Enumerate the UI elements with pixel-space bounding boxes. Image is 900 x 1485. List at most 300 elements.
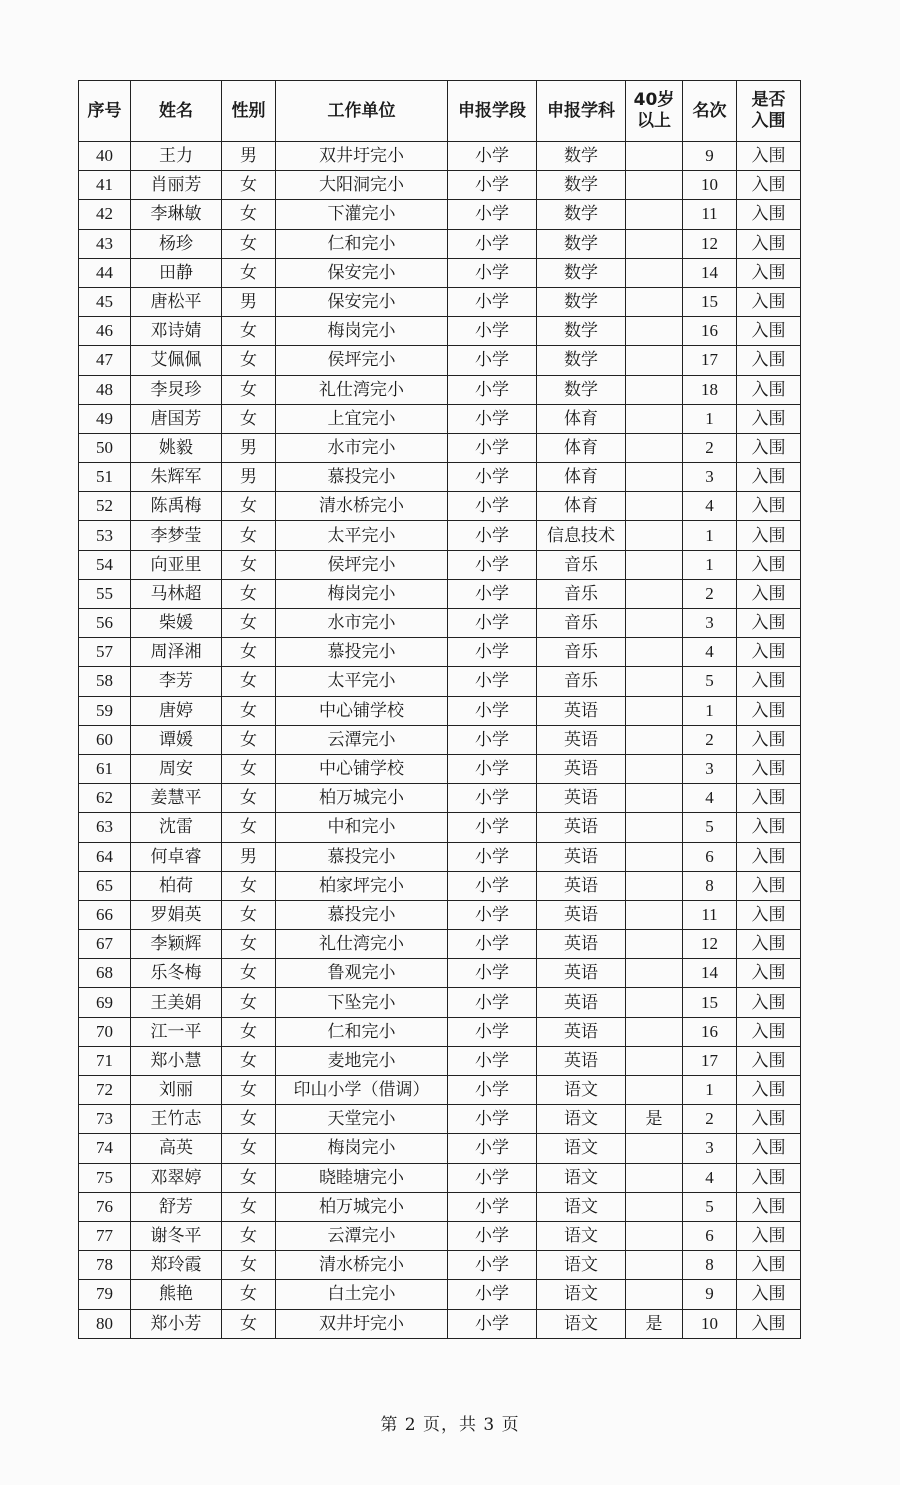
cell-rank: 1 xyxy=(683,550,737,579)
cell-subject: 语文 xyxy=(537,1221,626,1250)
cell-selected: 入围 xyxy=(737,1017,801,1046)
cell-rank: 11 xyxy=(683,900,737,929)
cell-over40 xyxy=(626,754,683,783)
table-row xyxy=(79,1046,801,1075)
cell-selected: 入围 xyxy=(737,959,801,988)
cell-rank: 8 xyxy=(683,871,737,900)
cell-unit: 礼仕湾完小 xyxy=(276,930,448,959)
header-selected-line1: 是否 xyxy=(751,90,786,110)
cell-rank: 5 xyxy=(683,813,737,842)
cell-over40 xyxy=(626,638,683,667)
cell-over40 xyxy=(626,1017,683,1046)
cell-stage: 小学 xyxy=(448,317,537,346)
cell-over40 xyxy=(626,346,683,375)
cell-sex: 女 xyxy=(222,900,276,929)
cell-no: 68 xyxy=(79,959,131,988)
cell-no: 61 xyxy=(79,754,131,783)
cell-subject: 数学 xyxy=(537,375,626,404)
cell-rank: 2 xyxy=(683,725,737,754)
header-no: 序号 xyxy=(79,81,131,142)
table-row xyxy=(79,1017,801,1046)
cell-name: 马林超 xyxy=(131,579,222,608)
cell-no: 80 xyxy=(79,1309,131,1338)
cell-selected: 入围 xyxy=(737,900,801,929)
cell-selected: 入围 xyxy=(737,171,801,200)
cell-subject: 语文 xyxy=(537,1134,626,1163)
cell-name: 郑小芳 xyxy=(131,1309,222,1338)
cell-subject: 音乐 xyxy=(537,638,626,667)
cell-subject: 音乐 xyxy=(537,667,626,696)
cell-subject: 数学 xyxy=(537,229,626,258)
cell-rank: 3 xyxy=(683,463,737,492)
cell-sex: 女 xyxy=(222,1192,276,1221)
cell-rank: 17 xyxy=(683,346,737,375)
cell-stage: 小学 xyxy=(448,433,537,462)
cell-stage: 小学 xyxy=(448,871,537,900)
cell-subject: 数学 xyxy=(537,171,626,200)
cell-name: 郑小慧 xyxy=(131,1046,222,1075)
cell-over40 xyxy=(626,988,683,1017)
cell-sex: 女 xyxy=(222,229,276,258)
header-name: 姓名 xyxy=(131,81,222,142)
cell-rank: 11 xyxy=(683,200,737,229)
cell-sex: 女 xyxy=(222,200,276,229)
cell-sex: 女 xyxy=(222,959,276,988)
cell-sex: 女 xyxy=(222,492,276,521)
cell-unit: 柏万城完小 xyxy=(276,1192,448,1221)
cell-unit: 保安完小 xyxy=(276,258,448,287)
cell-unit: 下灌完小 xyxy=(276,200,448,229)
cell-sex: 女 xyxy=(222,171,276,200)
cell-no: 71 xyxy=(79,1046,131,1075)
cell-name: 谢冬平 xyxy=(131,1221,222,1250)
cell-sex: 女 xyxy=(222,754,276,783)
table-row xyxy=(79,988,801,1017)
cell-subject: 语文 xyxy=(537,1251,626,1280)
cell-name: 姚毅 xyxy=(131,433,222,462)
cell-name: 沈雷 xyxy=(131,813,222,842)
cell-sex: 女 xyxy=(222,1076,276,1105)
table-row xyxy=(79,725,801,754)
cell-selected: 入围 xyxy=(737,1134,801,1163)
table-row xyxy=(79,1134,801,1163)
table-row xyxy=(79,959,801,988)
table-row xyxy=(79,1309,801,1338)
cell-unit: 太平完小 xyxy=(276,667,448,696)
cell-stage: 小学 xyxy=(448,346,537,375)
header-stage: 申报学段 xyxy=(448,81,537,142)
cell-name: 郑玲霞 xyxy=(131,1251,222,1280)
header-rank: 名次 xyxy=(683,81,737,142)
cell-selected: 入围 xyxy=(737,258,801,287)
cell-unit: 柏家坪完小 xyxy=(276,871,448,900)
cell-sex: 女 xyxy=(222,1017,276,1046)
cell-stage: 小学 xyxy=(448,900,537,929)
cell-name: 王美娟 xyxy=(131,988,222,1017)
cell-unit: 双井圩完小 xyxy=(276,142,448,171)
cell-sex: 男 xyxy=(222,463,276,492)
cell-over40: 是 xyxy=(626,1309,683,1338)
table-row xyxy=(79,609,801,638)
cell-sex: 女 xyxy=(222,1280,276,1309)
cell-no: 72 xyxy=(79,1076,131,1105)
cell-selected: 入围 xyxy=(737,1221,801,1250)
cell-selected: 入围 xyxy=(737,725,801,754)
cell-name: 江一平 xyxy=(131,1017,222,1046)
cell-sex: 女 xyxy=(222,1163,276,1192)
cell-sex: 女 xyxy=(222,258,276,287)
cell-over40 xyxy=(626,404,683,433)
cell-stage: 小学 xyxy=(448,1309,537,1338)
cell-unit: 礼仕湾完小 xyxy=(276,375,448,404)
cell-rank: 10 xyxy=(683,1309,737,1338)
table-row xyxy=(79,287,801,316)
cell-stage: 小学 xyxy=(448,1076,537,1105)
cell-name: 柴媛 xyxy=(131,609,222,638)
candidate-table xyxy=(78,80,801,1339)
cell-no: 59 xyxy=(79,696,131,725)
cell-name: 肖丽芳 xyxy=(131,171,222,200)
cell-unit: 侯坪完小 xyxy=(276,550,448,579)
cell-over40 xyxy=(626,375,683,404)
table-header xyxy=(79,81,801,142)
cell-rank: 5 xyxy=(683,1192,737,1221)
cell-selected: 入围 xyxy=(737,754,801,783)
cell-sex: 女 xyxy=(222,667,276,696)
cell-name: 何卓睿 xyxy=(131,842,222,871)
cell-subject: 英语 xyxy=(537,871,626,900)
cell-no: 60 xyxy=(79,725,131,754)
cell-no: 52 xyxy=(79,492,131,521)
cell-rank: 12 xyxy=(683,229,737,258)
cell-sex: 女 xyxy=(222,317,276,346)
cell-stage: 小学 xyxy=(448,287,537,316)
cell-selected: 入围 xyxy=(737,550,801,579)
cell-rank: 6 xyxy=(683,842,737,871)
cell-over40 xyxy=(626,1076,683,1105)
cell-no: 55 xyxy=(79,579,131,608)
cell-no: 49 xyxy=(79,404,131,433)
cell-stage: 小学 xyxy=(448,1192,537,1221)
cell-over40 xyxy=(626,492,683,521)
cell-unit: 侯坪完小 xyxy=(276,346,448,375)
cell-rank: 2 xyxy=(683,579,737,608)
cell-no: 54 xyxy=(79,550,131,579)
cell-sex: 女 xyxy=(222,930,276,959)
cell-rank: 4 xyxy=(683,492,737,521)
cell-selected: 入围 xyxy=(737,317,801,346)
cell-subject: 体育 xyxy=(537,492,626,521)
cell-selected: 入围 xyxy=(737,200,801,229)
cell-rank: 8 xyxy=(683,1251,737,1280)
cell-over40 xyxy=(626,1134,683,1163)
cell-stage: 小学 xyxy=(448,404,537,433)
cell-unit: 太平完小 xyxy=(276,521,448,550)
header-over40-line1: 40岁 xyxy=(633,90,675,110)
cell-selected: 入围 xyxy=(737,842,801,871)
cell-subject: 语文 xyxy=(537,1192,626,1221)
cell-sex: 女 xyxy=(222,988,276,1017)
cell-over40 xyxy=(626,667,683,696)
cell-rank: 16 xyxy=(683,1017,737,1046)
cell-no: 46 xyxy=(79,317,131,346)
cell-rank: 3 xyxy=(683,754,737,783)
table-row xyxy=(79,871,801,900)
cell-subject: 英语 xyxy=(537,842,626,871)
cell-sex: 女 xyxy=(222,609,276,638)
cell-over40 xyxy=(626,900,683,929)
cell-sex: 女 xyxy=(222,375,276,404)
cell-sex: 女 xyxy=(222,579,276,608)
cell-selected: 入围 xyxy=(737,229,801,258)
table-row xyxy=(79,900,801,929)
table-row xyxy=(79,754,801,783)
cell-unit: 云潭完小 xyxy=(276,725,448,754)
cell-sex: 女 xyxy=(222,638,276,667)
cell-rank: 6 xyxy=(683,1221,737,1250)
cell-subject: 信息技术 xyxy=(537,521,626,550)
cell-subject: 语文 xyxy=(537,1309,626,1338)
cell-over40 xyxy=(626,1251,683,1280)
table-row xyxy=(79,317,801,346)
cell-no: 57 xyxy=(79,638,131,667)
cell-stage: 小学 xyxy=(448,754,537,783)
table-row xyxy=(79,258,801,287)
cell-no: 43 xyxy=(79,229,131,258)
cell-unit: 梅岗完小 xyxy=(276,1134,448,1163)
cell-selected: 入围 xyxy=(737,871,801,900)
cell-selected: 入围 xyxy=(737,930,801,959)
cell-stage: 小学 xyxy=(448,1105,537,1134)
cell-name: 谭媛 xyxy=(131,725,222,754)
cell-name: 王竹志 xyxy=(131,1105,222,1134)
cell-rank: 9 xyxy=(683,1280,737,1309)
cell-unit: 清水桥完小 xyxy=(276,492,448,521)
cell-subject: 英语 xyxy=(537,754,626,783)
cell-selected: 入围 xyxy=(737,375,801,404)
cell-stage: 小学 xyxy=(448,492,537,521)
cell-no: 70 xyxy=(79,1017,131,1046)
cell-subject: 英语 xyxy=(537,725,626,754)
cell-no: 45 xyxy=(79,287,131,316)
cell-name: 李琳敏 xyxy=(131,200,222,229)
cell-unit: 慕投完小 xyxy=(276,842,448,871)
cell-sex: 男 xyxy=(222,433,276,462)
cell-rank: 5 xyxy=(683,667,737,696)
cell-rank: 1 xyxy=(683,404,737,433)
cell-selected: 入围 xyxy=(737,1192,801,1221)
cell-name: 李梦莹 xyxy=(131,521,222,550)
cell-selected: 入围 xyxy=(737,988,801,1017)
cell-rank: 10 xyxy=(683,171,737,200)
cell-sex: 女 xyxy=(222,1134,276,1163)
cell-stage: 小学 xyxy=(448,229,537,258)
cell-rank: 15 xyxy=(683,988,737,1017)
table-row xyxy=(79,1280,801,1309)
cell-subject: 英语 xyxy=(537,1017,626,1046)
cell-over40 xyxy=(626,813,683,842)
cell-unit: 柏万城完小 xyxy=(276,784,448,813)
cell-unit: 大阳洞完小 xyxy=(276,171,448,200)
cell-subject: 英语 xyxy=(537,1046,626,1075)
table-row xyxy=(79,550,801,579)
cell-over40 xyxy=(626,871,683,900)
table-row xyxy=(79,200,801,229)
cell-selected: 入围 xyxy=(737,1105,801,1134)
table-row xyxy=(79,229,801,258)
cell-rank: 16 xyxy=(683,317,737,346)
cell-selected: 入围 xyxy=(737,1076,801,1105)
cell-rank: 14 xyxy=(683,258,737,287)
cell-subject: 音乐 xyxy=(537,609,626,638)
cell-subject: 体育 xyxy=(537,404,626,433)
cell-subject: 数学 xyxy=(537,258,626,287)
cell-no: 47 xyxy=(79,346,131,375)
table-row xyxy=(79,1163,801,1192)
cell-no: 69 xyxy=(79,988,131,1017)
cell-no: 78 xyxy=(79,1251,131,1280)
cell-stage: 小学 xyxy=(448,171,537,200)
table-row xyxy=(79,404,801,433)
cell-sex: 女 xyxy=(222,696,276,725)
cell-rank: 3 xyxy=(683,1134,737,1163)
cell-name: 李颖辉 xyxy=(131,930,222,959)
cell-name: 李炅珍 xyxy=(131,375,222,404)
cell-no: 40 xyxy=(79,142,131,171)
cell-over40 xyxy=(626,696,683,725)
cell-name: 熊艳 xyxy=(131,1280,222,1309)
cell-stage: 小学 xyxy=(448,638,537,667)
header-subject: 申报学科 xyxy=(537,81,626,142)
table-row xyxy=(79,1251,801,1280)
cell-over40 xyxy=(626,609,683,638)
cell-sex: 女 xyxy=(222,871,276,900)
cell-name: 王力 xyxy=(131,142,222,171)
cell-unit: 慕投完小 xyxy=(276,638,448,667)
cell-name: 乐冬梅 xyxy=(131,959,222,988)
header-sex: 性别 xyxy=(222,81,276,142)
table-body xyxy=(79,142,801,1339)
cell-name: 陈禹梅 xyxy=(131,492,222,521)
cell-over40 xyxy=(626,142,683,171)
table-row xyxy=(79,1221,801,1250)
cell-stage: 小学 xyxy=(448,1017,537,1046)
cell-stage: 小学 xyxy=(448,988,537,1017)
cell-no: 51 xyxy=(79,463,131,492)
cell-unit: 云潭完小 xyxy=(276,1221,448,1250)
cell-stage: 小学 xyxy=(448,142,537,171)
table-row xyxy=(79,930,801,959)
cell-name: 邓诗婧 xyxy=(131,317,222,346)
cell-stage: 小学 xyxy=(448,1280,537,1309)
cell-sex: 女 xyxy=(222,404,276,433)
header-selected-line2: 入围 xyxy=(751,111,786,131)
cell-sex: 男 xyxy=(222,287,276,316)
cell-no: 79 xyxy=(79,1280,131,1309)
cell-over40 xyxy=(626,521,683,550)
cell-name: 周安 xyxy=(131,754,222,783)
cell-unit: 上宜完小 xyxy=(276,404,448,433)
cell-subject: 英语 xyxy=(537,784,626,813)
cell-unit: 保安完小 xyxy=(276,287,448,316)
cell-rank: 17 xyxy=(683,1046,737,1075)
cell-sex: 女 xyxy=(222,784,276,813)
cell-selected: 入围 xyxy=(737,1280,801,1309)
cell-no: 66 xyxy=(79,900,131,929)
table-row xyxy=(79,492,801,521)
cell-stage: 小学 xyxy=(448,667,537,696)
cell-unit: 下坠完小 xyxy=(276,988,448,1017)
cell-name: 周泽湘 xyxy=(131,638,222,667)
cell-sex: 女 xyxy=(222,1251,276,1280)
table-row xyxy=(79,1076,801,1105)
cell-subject: 英语 xyxy=(537,959,626,988)
cell-unit: 双井圩完小 xyxy=(276,1309,448,1338)
cell-stage: 小学 xyxy=(448,696,537,725)
cell-stage: 小学 xyxy=(448,258,537,287)
cell-subject: 数学 xyxy=(537,317,626,346)
cell-unit: 水市完小 xyxy=(276,609,448,638)
cell-unit: 晓睦塘完小 xyxy=(276,1163,448,1192)
cell-selected: 入围 xyxy=(737,1046,801,1075)
cell-selected: 入围 xyxy=(737,813,801,842)
cell-over40 xyxy=(626,1163,683,1192)
cell-over40 xyxy=(626,784,683,813)
header-over40 xyxy=(626,81,683,142)
cell-subject: 语文 xyxy=(537,1163,626,1192)
cell-rank: 1 xyxy=(683,521,737,550)
cell-unit: 中心铺学校 xyxy=(276,754,448,783)
cell-over40: 是 xyxy=(626,1105,683,1134)
cell-stage: 小学 xyxy=(448,375,537,404)
cell-selected: 入围 xyxy=(737,1163,801,1192)
cell-unit: 梅岗完小 xyxy=(276,317,448,346)
cell-subject: 数学 xyxy=(537,287,626,316)
page-number: 第 2 页，共 3 页 xyxy=(380,1415,520,1435)
cell-sex: 女 xyxy=(222,1221,276,1250)
cell-stage: 小学 xyxy=(448,200,537,229)
cell-over40 xyxy=(626,725,683,754)
cell-over40 xyxy=(626,287,683,316)
cell-unit: 仁和完小 xyxy=(276,229,448,258)
cell-sex: 女 xyxy=(222,1105,276,1134)
cell-stage: 小学 xyxy=(448,1046,537,1075)
cell-unit: 鲁观完小 xyxy=(276,959,448,988)
cell-stage: 小学 xyxy=(448,959,537,988)
cell-no: 77 xyxy=(79,1221,131,1250)
header-unit: 工作单位 xyxy=(276,81,448,142)
table-row xyxy=(79,1192,801,1221)
cell-sex: 女 xyxy=(222,813,276,842)
cell-unit: 白土完小 xyxy=(276,1280,448,1309)
cell-over40 xyxy=(626,200,683,229)
cell-no: 41 xyxy=(79,171,131,200)
cell-stage: 小学 xyxy=(448,463,537,492)
cell-name: 罗娟英 xyxy=(131,900,222,929)
cell-over40 xyxy=(626,433,683,462)
cell-selected: 入围 xyxy=(737,287,801,316)
cell-no: 58 xyxy=(79,667,131,696)
cell-unit: 清水桥完小 xyxy=(276,1251,448,1280)
cell-name: 艾佩佩 xyxy=(131,346,222,375)
table-row xyxy=(79,784,801,813)
cell-stage: 小学 xyxy=(448,1163,537,1192)
cell-stage: 小学 xyxy=(448,813,537,842)
cell-no: 63 xyxy=(79,813,131,842)
cell-subject: 数学 xyxy=(537,200,626,229)
cell-rank: 1 xyxy=(683,1076,737,1105)
cell-selected: 入围 xyxy=(737,521,801,550)
